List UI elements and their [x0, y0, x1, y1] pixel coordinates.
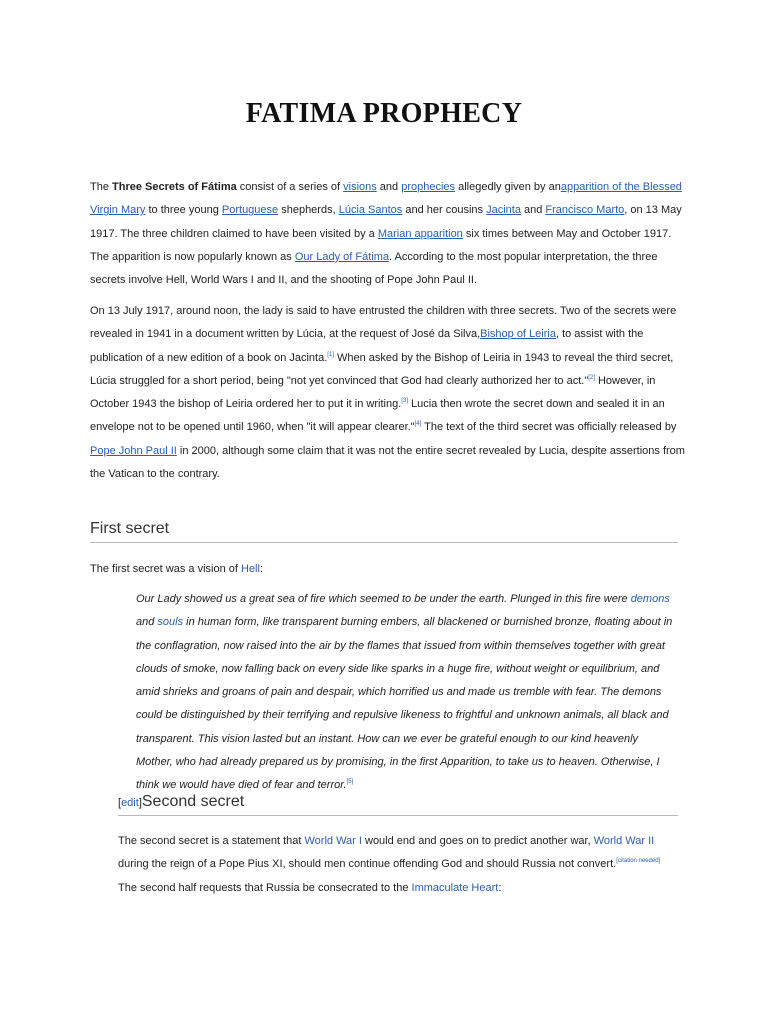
- text: The first secret was a vision of: [90, 563, 241, 575]
- heading-text: First secret: [90, 520, 170, 537]
- text: and: [376, 181, 402, 193]
- link-demons[interactable]: demons: [630, 593, 670, 605]
- first-secret-quote: [136, 588, 676, 798]
- link-jacinta[interactable]: Jacinta: [486, 204, 521, 217]
- section-heading-second-secret: [118, 793, 678, 816]
- link-portuguese[interactable]: Portuguese: [221, 204, 279, 217]
- text: The: [90, 181, 113, 193]
- quote-text: and: [136, 616, 158, 629]
- heading-text: Second secret: [141, 793, 245, 810]
- text: The second secret is a statement that: [118, 835, 305, 847]
- edit-link[interactable]: edit: [121, 797, 139, 809]
- link-souls[interactable]: souls: [157, 616, 184, 629]
- section-heading-first-secret: [90, 520, 678, 543]
- text: six times between May and October 1917. The apparition is now popularly known as: [90, 227, 672, 263]
- second-secret-paragraph: [118, 830, 678, 900]
- intro-paragraph: [90, 176, 690, 292]
- text: allegedly given by an: [455, 181, 561, 193]
- link-bishop-of-leiria[interactable]: Bishop of Leiria: [480, 328, 556, 341]
- text: shepherds,: [278, 204, 339, 217]
- text: :: [259, 563, 264, 575]
- text: The text of the third secret was officially released by: [421, 421, 677, 434]
- link-hell[interactable]: Hell: [241, 563, 260, 575]
- bracket: [: [118, 797, 122, 809]
- text: would end and goes on to predict another war,: [361, 835, 594, 847]
- text: On 13 July 1917, around noon, the lady is said to have entrusted the children with three secrets. Two of the secrets were revealed in 1941 in a document written by Lúcia, at the request of José da Silva,: [90, 305, 677, 341]
- text: , on 13 May 1917. The three children claimed to have been visited by a: [90, 204, 682, 240]
- citation-needed-tag[interactable]: [citation needed]: [616, 858, 661, 865]
- citation-ref[interactable]: [1]: [327, 351, 334, 358]
- secrets-paragraph: [90, 300, 690, 486]
- edit-link-wrapper: [118, 797, 142, 809]
- citation-ref[interactable]: [3]: [401, 398, 408, 405]
- text: to three young: [145, 204, 222, 217]
- link-francisco-marto[interactable]: Francisco Marto: [545, 204, 625, 217]
- link-marian-apparition[interactable]: Marian apparition: [377, 227, 463, 240]
- text: :: [498, 881, 502, 894]
- link-prophecies[interactable]: prophecies: [401, 181, 456, 193]
- text: and her cousins: [402, 204, 487, 217]
- quote-text: Our Lady showed us a great sea of fire which seemed to be under the earth. Plunged in this fire were: [136, 593, 631, 605]
- text: during the reign of a Pope Pius XI, should men continue offending God and should Russia not convert.: [118, 858, 617, 871]
- link-immaculate-heart[interactable]: Immaculate Heart: [411, 881, 499, 894]
- link-apparition-blessed-virgin-mary[interactable]: apparition of the Blessed Virgin Mary: [90, 181, 682, 217]
- bold-term: Three Secrets of Fátima: [112, 181, 237, 193]
- citation-ref[interactable]: [5]: [346, 779, 354, 786]
- text: . According to the most popular interpretation, the three secrets involve Hell, World Wars I and II, and the shooting of Pope John Paul II.: [90, 250, 658, 287]
- text: The second half requests that Russia be consecrated to the: [118, 881, 412, 894]
- link-visions[interactable]: visions: [343, 181, 377, 193]
- text: Lucia then wrote the secret down and sealed it in an envelope not to be opened until 1960, when "it will appear clearer.": [90, 398, 665, 434]
- text: consist of a series of: [236, 181, 344, 193]
- page-title: FATIMA PROPHECY: [245, 98, 523, 129]
- bracket: ]: [138, 797, 142, 809]
- link-world-war-ii[interactable]: World War II: [593, 835, 655, 847]
- link-our-lady-of-fatima[interactable]: Our Lady of Fátima: [294, 250, 389, 263]
- text: and: [520, 204, 546, 217]
- text: in 2000, although some claim that it was not the entire secret revealed by Lucia, despite assertions from the Vatican to the contrary.: [90, 444, 685, 481]
- text: However, in October 1943 the bishop of Leiria ordered her to put it in writing.: [90, 374, 656, 411]
- text: When asked by the Bishop of Leiria in 1943 to reveal the third secret, Lúcia struggled for a short period, being "not yet convinced that God had clearly authorized her to act.": [90, 351, 674, 387]
- link-lucia-santos[interactable]: Lúcia Santos: [338, 204, 403, 217]
- link-pope-john-paul-ii[interactable]: Pope John Paul II: [90, 444, 177, 457]
- first-secret-intro: [90, 558, 690, 581]
- text: , to assist with the publication of a new edition of a book on Jacinta.: [90, 328, 644, 364]
- quote-text: in human form, like transparent burning embers, all blackened or burnished bronze, floating about in the conflagration, now raised into the air by the flames that issued from within themselves together with great clouds of smoke, now falling back on every side like sparks in a huge fire, without weight or equilibrium, and amid shrieks and groans of pain and despair, which horrified us and made us tremble with fear. The demons could be distinguished by their terrifying and repulsive likeness to frightful and unknown animals, all black and transparent. This vision lasted but an instant. How can we ever be grateful enough to our kind heavenly Mother, who had already prepared us by promising, in the first Apparition, to take us to heaven. Otherwise, I think we would have died of fear and terror.: [136, 616, 673, 792]
- link-world-war-i[interactable]: World War I: [304, 835, 362, 847]
- citation-ref[interactable]: [4]: [414, 421, 422, 428]
- citation-ref[interactable]: [2]: [588, 374, 595, 381]
